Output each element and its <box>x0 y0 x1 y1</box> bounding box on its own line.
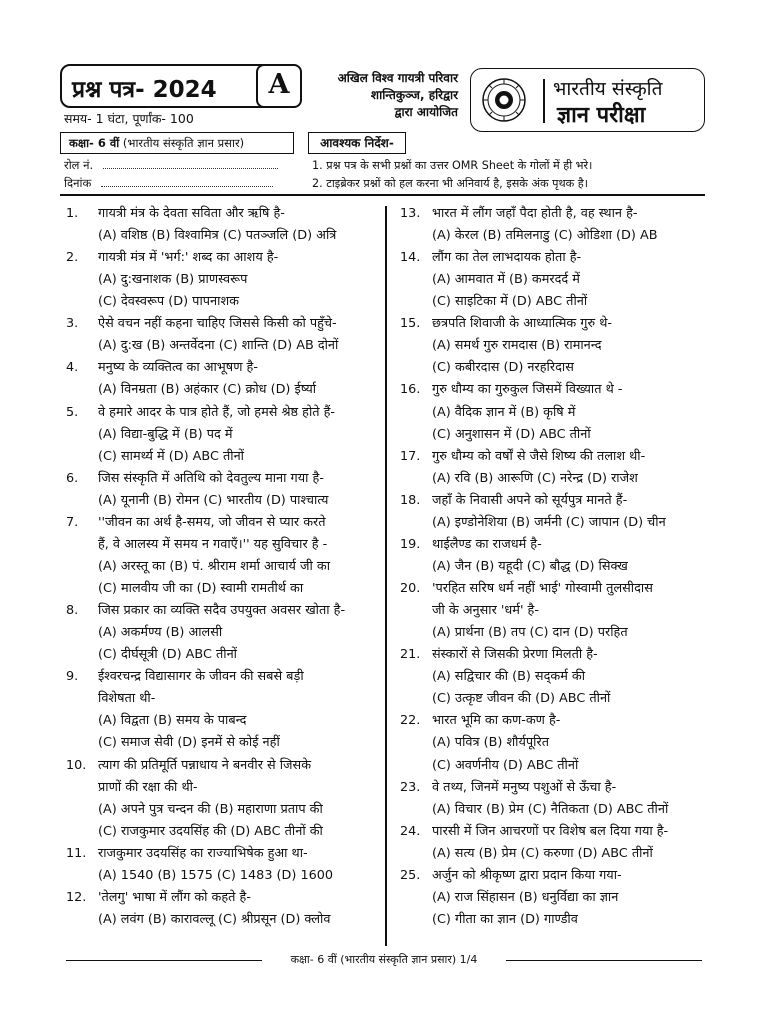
question-options: (C) अनुशासन में (D) ABC तीनों <box>432 426 591 442</box>
organizer-line-1: अखिल विश्व गायत्री परिवार <box>337 71 458 85</box>
question-options: प्राणों की रक्षा की थी- <box>98 779 198 795</box>
question-options: (C) देवस्वरूप (D) पापनाशक <box>98 294 239 310</box>
question-options: (A) विद्वता (B) समय के पाबन्द <box>98 713 247 729</box>
class-label: कक्षा- 6 वीं <box>69 136 120 150</box>
footer-page-info: कक्षा- 6 वीं (भारतीय संस्कृति ज्ञान प्रसार) 1/4 <box>290 953 478 966</box>
question-options: (A) अरस्तू का (B) पं. श्रीराम शर्मा आचार्य जी का <box>98 558 331 574</box>
paper-title: प्रश्न पत्र- 2024 <box>72 77 217 103</box>
question-options: (A) प्रार्थना (B) तप (C) दान (D) परहित <box>432 625 628 641</box>
question-number: 7. <box>66 514 79 530</box>
question-number: 22. <box>400 713 421 729</box>
question-text: जिस संस्कृति में अतिथि को देवतुल्य माना गया है- <box>98 470 324 486</box>
question-options: (A) वशिष्ठ (B) विश्वामित्र (C) पतञ्जलि (D) अत्रि <box>98 228 337 244</box>
question-text: ऐसे वचन नहीं कहना चाहिए जिससे किसी को पहुँचे- <box>98 316 337 332</box>
question-options: (A) विद्या-बुद्धि में (B) पद में <box>98 426 233 442</box>
question-text: लौंग का तेल लाभदायक होता है- <box>432 250 582 266</box>
question-options: विशेषता थी- <box>98 691 156 707</box>
question-text: संस्कारों से जिसकी प्रेरणा मिलती है- <box>432 647 598 663</box>
question-options: (C) समाज सेवी (D) इनमें से कोई नहीं <box>98 735 280 751</box>
question-options: हैं, वे आलस्य में समय न गवाएँ।'' यह सुविचार है - <box>98 536 328 552</box>
question-number: 24. <box>400 823 421 839</box>
question-text: त्याग की प्रतिमूर्ति पन्नाधाय ने बनवीर से जिसके <box>98 757 312 773</box>
logo-divider <box>543 79 545 123</box>
question-number: 19. <box>400 536 421 552</box>
question-options: (A) दु:ख (B) अन्तर्वेदना (C) शान्ति (D) AB दोनों <box>98 338 339 354</box>
class-subtitle: (भारतीय संस्कृति ज्ञान प्रसार) <box>122 136 245 150</box>
question-options: (C) गीता का ज्ञान (D) गाण्डीव <box>432 911 578 927</box>
question-number: 20. <box>400 581 421 597</box>
question-number: 10. <box>66 757 87 773</box>
question-options: (C) सामर्थ्य में (D) ABC तीनों <box>98 448 244 464</box>
question-options: (A) अपने पुत्र चन्दन की (B) महाराणा प्रताप की <box>98 801 323 817</box>
question-options: (A) यूनानी (B) रोमन (C) भारतीय (D) पाश्चात्य <box>98 492 329 508</box>
question-options: (A) जैन (B) यहूदी (C) बौद्ध (D) सिक्ख <box>432 558 628 574</box>
question-text: गायत्री मंत्र के देवता सविता और ऋषि है- <box>98 206 285 221</box>
footer-rule-left <box>66 960 262 961</box>
question-text: मनुष्य के व्यक्तित्व का आभूषण है- <box>98 360 258 376</box>
header-divider <box>60 194 705 196</box>
question-number: 25. <box>400 867 421 883</box>
column-divider <box>385 206 387 946</box>
question-number: 1. <box>66 206 79 221</box>
date-field <box>101 178 273 187</box>
question-options: (C) कबीरदास (D) नरहरिदास <box>432 360 574 376</box>
question-number: 15. <box>400 316 421 332</box>
emblem-icon <box>481 77 527 123</box>
date-row <box>64 176 273 191</box>
question-number: 18. <box>400 492 421 508</box>
question-text: 'परहित सरिष धर्म नहीं भाई' गोस्वामी तुलसीदास <box>432 581 653 597</box>
question-options: (A) आमवात में (B) कमरदर्द में <box>432 272 580 288</box>
organizer-block <box>308 70 458 121</box>
question-options: (C) उत्कृष्ट जीवन की (D) ABC तीनों <box>432 691 611 707</box>
question-text: ईश्वरचन्द्र विद्यासागर के जीवन की सबसे बड़ी <box>98 669 304 685</box>
question-text: भारत में लौंग जहाँ पैदा होती है, वह स्थान है- <box>432 206 638 221</box>
question-options: (A) अकर्मण्य (B) आलसी <box>98 625 223 641</box>
question-number: 6. <box>66 470 79 486</box>
set-code: A <box>256 64 302 108</box>
organizer-line-3: द्वारा आयोजित <box>394 105 458 119</box>
question-number: 13. <box>400 206 421 221</box>
roll-number-row <box>64 158 278 173</box>
question-text: वे तथ्य, जिनमें मनुष्य पशुओं से ऊँचा है- <box>432 779 617 795</box>
question-number: 11. <box>66 845 87 861</box>
question-text: ''जीवन का अर्थ है-समय, जो जीवन से प्यार करते <box>98 514 326 530</box>
question-options: (C) राजकुमार उदयसिंह की (D) ABC तीनों की <box>98 823 323 839</box>
question-text: राजकुमार उदयसिंह का राज्याभिषेक हुआ था- <box>98 845 308 861</box>
question-options: (A) विचार (B) प्रेम (C) नैतिकता (D) ABC तीनों <box>432 801 669 817</box>
question-options: (C) अवर्णनीय (D) ABC तीनों <box>432 757 579 773</box>
question-options: (A) रवि (B) आरूणि (C) नरेन्द्र (D) राजेश <box>432 470 638 486</box>
question-options: (A) लवंग (B) कारावल्लू (C) श्रीप्रसून (D) क्लोव <box>98 911 331 927</box>
question-text: अर्जुन को श्रीकृष्ण द्वारा प्रदान किया गया- <box>432 867 622 883</box>
question-options: (C) मालवीय जी का (D) स्वामी रामतीर्थ का <box>98 581 304 597</box>
question-options: (A) दु:खनाशक (B) प्राणस्वरूप <box>98 272 248 288</box>
question-number: 23. <box>400 779 421 795</box>
question-options: (A) केरल (B) तमिलनाडु (C) ओडिशा (D) AB <box>432 228 658 244</box>
question-text: छत्रपति शिवाजी के आध्यात्मिक गुरु थे- <box>432 316 613 332</box>
question-options: (A) सद्विचार की (B) सद्कर्म की <box>432 669 586 685</box>
question-options: (A) 1540 (B) 1575 (C) 1483 (D) 1600 <box>98 867 334 883</box>
question-text: गायत्री मंत्र में 'भर्ग:' शब्द का आशय है- <box>98 250 279 266</box>
logo-title-line-2: ज्ञान परीक्षा <box>557 103 646 128</box>
question-options: (A) विनम्रता (B) अहंकार (C) क्रोध (D) ईर्ष्या <box>98 382 317 398</box>
question-number: 2. <box>66 250 79 266</box>
question-number: 5. <box>66 404 79 420</box>
instruction-2: 2. टाइब्रेकर प्रश्नों को हल करना भी अनिवार्य है, इसके अंक पृथक है। <box>312 177 588 190</box>
question-number: 17. <box>400 448 421 464</box>
roll-number-label: रोल नं. <box>64 158 94 172</box>
logo-title-line-1: भारतीय संस्कृति <box>553 78 663 100</box>
question-options: (A) समर्थ गुरु रामदास (B) रामानन्द <box>432 338 602 354</box>
exam-logo-box <box>470 68 705 132</box>
question-text: भारत भूमि का कण-कण है- <box>432 713 561 729</box>
question-text: वे हमारे आदर के पात्र होते हैं, जो हमसे श्रेष्ठ होते हैं- <box>98 404 336 420</box>
roll-number-field <box>103 160 278 169</box>
question-number: 4. <box>66 360 79 376</box>
question-number: 9. <box>66 669 79 685</box>
question-options: (A) राज सिंहासन (B) धनुर्विद्या का ज्ञान <box>432 889 619 905</box>
instructions-title: आवश्यक निर्देश- <box>308 132 406 154</box>
question-number: 14. <box>400 250 421 266</box>
question-options: (C) दीर्घसूत्री (D) ABC तीनों <box>98 647 238 663</box>
question-number: 3. <box>66 316 79 332</box>
question-number: 21. <box>400 647 421 663</box>
question-text: गुरु धौम्य का गुरुकुल जिसमें विख्यात थे - <box>432 382 623 398</box>
question-number: 12. <box>66 889 87 905</box>
organizer-line-2: शान्तिकुञ्ज, हरिद्वार <box>370 88 458 102</box>
question-text: जहाँ के निवासी अपने को सूर्यपुत्र मानते हैं- <box>432 492 628 508</box>
question-options: जी के अनुसार 'धर्म' है- <box>432 603 539 619</box>
question-text: पारसी में जिन आचरणों पर विशेष बल दिया गया है- <box>432 823 669 839</box>
question-options: (A) सत्य (B) प्रेम (C) करुणा (D) ABC तीनों <box>432 845 653 861</box>
footer-rule-right <box>506 960 702 961</box>
instruction-1: 1. प्रश्न पत्र के सभी प्रश्नों का उत्तर OMR Sheet के गोलों में ही भरे। <box>312 159 593 172</box>
question-text: गुरु धौम्य को वर्षों से जैसे शिष्य की तलाश थी- <box>432 448 646 464</box>
question-text: थाईलैण्ड का राजधर्म है- <box>432 536 542 552</box>
question-number: 8. <box>66 603 79 619</box>
question-number: 16. <box>400 382 421 398</box>
question-text: जिस प्रकार का व्यक्ति सदैव उपयुक्त अवसर खोता है- <box>98 603 346 619</box>
paper-title-box <box>60 64 302 108</box>
date-label: दिनांक <box>64 176 92 190</box>
class-box <box>60 132 294 154</box>
question-text: 'तेलगु' भाषा में लौंग को कहते है- <box>98 889 251 905</box>
question-options: (A) पवित्र (B) शौर्यपूरित <box>432 735 550 751</box>
question-options: (A) वैदिक ज्ञान में (B) कृषि में <box>432 404 576 420</box>
question-options: (C) साइटिका में (D) ABC तीनों <box>432 294 588 310</box>
time-marks: समय- 1 घंटा, पूर्णांक- 100 <box>64 111 194 126</box>
question-options: (A) इण्डोनेशिया (B) जर्मनी (C) जापान (D) चीन <box>432 514 666 530</box>
